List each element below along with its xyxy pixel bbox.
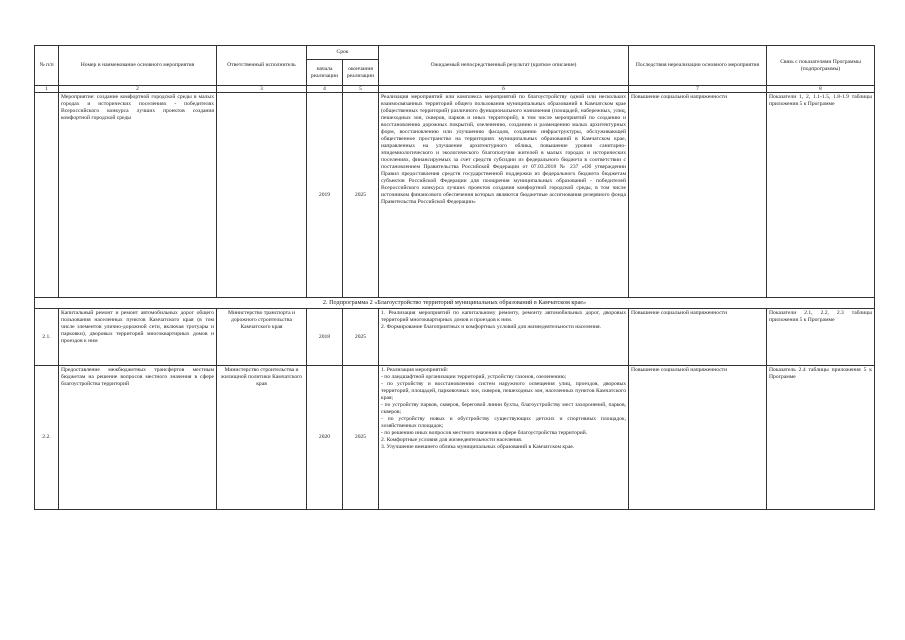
colnum-1: 1	[35, 86, 59, 93]
row-activity-name: Капитальный ремонт и ремонт автомобильных дорог общего пользования населенных пунктов Камчатского края (в том числе элементов улично-дорожной сети, включая тротуары и парковки), дворовых территорий многоквартирных домов и проездов к ним	[59, 309, 217, 366]
result-line: 1. Реализация мероприятий:	[381, 367, 449, 373]
header-name: Номер и наименование основного мероприятия	[59, 46, 217, 86]
header-result: Ожидаемый непосредственный результат (краткое описание)	[379, 46, 629, 86]
row-consequence: Повышение социальной напряженности	[629, 309, 767, 366]
row-num	[35, 93, 59, 298]
row-result: Реализация мероприятий или комплекса мероприятий по благоустройству одной или нескольких взаимосвязанных территорий общего пользования муниципальных образований в Камчатском крае (общественных территорий) различного функционального назначения (площадей, набережных, улиц, пешеходных зон, скверов, парков и иных территорий), в том числе мероприятий по созданию и восстановлению дорожных покрытий, озеленению, созданию и размещению малых архитектурных форм, восстановлению или улучшению фасадов, созданию инфраструктуры, обслуживающей общественное пространство на территориях муниципальных образований в Камчатском крае, направленных на улучшение архитектурного облика, повышение уровня санитарно-эпидемиологического и экологического благополучия жителей в малых городах и исторических поселениях, финансируемых за счет средств субсидии из федерального бюджета в соответствии с постановлением Правительства Российской Федерации от 07.03.2018 № 237 «Об утверждении Правил предоставления средств государственной поддержки из федерального бюджета бюджетам субъектов Российской Федерации для поощрения муниципальных образований - победителей Всероссийского конкурса лучших проектов создания комфортной городской среды, в том числе источником финансового обеспечения которых являются бюджетные ассигнования резервного фонда Правительства Российской Федерации»	[379, 93, 629, 298]
colnum-3: 3	[217, 86, 307, 93]
row-responsible	[217, 93, 307, 298]
program-table	[34, 45, 875, 510]
result-line: - по ландшафтной организации территорий, устройству газонов, озеленению;	[381, 374, 567, 380]
colnum-5: 5	[343, 86, 379, 93]
row-indicator-link: Показатель 2.4 таблицы приложения 5 к Программе	[767, 366, 875, 510]
section-row	[35, 298, 875, 309]
row-result	[379, 309, 629, 366]
result-line: 2. Формирование благоприятных и комфортных условий для жизнедеятельности населения.	[381, 324, 601, 330]
result-line: 1. Реализация мероприятий по капитальному ремонту, ремонту автомобильных дорог, дворовых территорий многоквартирных домов и проездов к ним.	[381, 310, 627, 323]
header-link: Связь с показателями Программы (подпрограммы)	[767, 46, 875, 86]
header-consequence: Последствия нереализации основного мероприятия	[629, 46, 767, 86]
row-start-year: 2020	[307, 366, 343, 510]
row-indicator-link: Показатели 2.1, 2.2, 2.3 таблицы приложения 5 к Программе	[767, 309, 875, 366]
colnum-2: 2	[59, 86, 217, 93]
row-consequence: Повышение социальной напряженности	[629, 366, 767, 510]
table-row	[35, 93, 875, 298]
colnum-7: 7	[629, 86, 767, 93]
row-num: 2.1.	[35, 309, 59, 366]
row-start-year: 2018	[307, 309, 343, 366]
result-line: - по устройству и восстановлению систем наружного освещения улиц, проездов, дворовых территорий, площадей, парковочных зон, скверов, пешеходных зон, населенных пунктов Камчатского края;	[381, 381, 627, 401]
row-consequence: Повышение социальной напряженности	[629, 93, 767, 298]
header-start: начала реализации	[307, 60, 343, 86]
row-responsible: Министерство транспорта и дорожного строительства Камчатского края	[217, 309, 307, 366]
row-indicator-link: Показатели 1, 2, 1.1-1.5, 1.8-1.9 таблицы приложения 5 к Программе	[767, 93, 875, 298]
result-line: - по устройству новых и обустройству существующих детских и спортивных площадок, хозяйственных площадок;	[381, 416, 627, 429]
result-line: 2. Комфортные условия для жизнедеятельности населения.	[381, 437, 523, 443]
row-activity-name: Мероприятие: создание комфортной городской среды в малых городах и исторических поселениях - победителях Всероссийского конкурса лучших проектов создания комфортной городской среды	[59, 93, 217, 298]
row-result	[379, 366, 629, 510]
colnum-4: 4	[307, 86, 343, 93]
colnum-8: 8	[767, 86, 875, 93]
row-end-year: 2025	[343, 366, 379, 510]
header-num: № п/п	[35, 46, 59, 86]
colnum-6: 6	[379, 86, 629, 93]
row-end-year: 2025	[343, 93, 379, 298]
result-line: 3. Улучшение внешнего облика муниципальных образований в Камчатском крае.	[381, 444, 575, 450]
row-activity-name: Предоставление межбюджетных трансфертов местным бюджетам на решение вопросов местного значения в сфере благоустройства территорий	[59, 366, 217, 510]
header-term: Срок	[307, 46, 379, 60]
result-line: - по решению иных вопросов местного значения в сфере благоустройства территорий.	[381, 430, 588, 436]
row-end-year: 2025	[343, 309, 379, 366]
header-responsible: Ответственный исполнитель	[217, 46, 307, 86]
section-title: 2. Подпрограмма 2 «Благоустройство территорий муниципальных образований в Камчатском крае»	[35, 298, 875, 309]
row-responsible: Министерство строительства и жилищной политики Камчатского края	[217, 366, 307, 510]
header-end: окончания реализации	[343, 60, 379, 86]
result-line: - по устройству парков, скверов, береговой линии бухты, благоустройству мест захоронений, парков, скверов;	[381, 402, 627, 415]
row-num: 2.2.	[35, 366, 59, 510]
row-start-year: 2019	[307, 93, 343, 298]
table-row	[35, 366, 875, 510]
table-row	[35, 309, 875, 366]
